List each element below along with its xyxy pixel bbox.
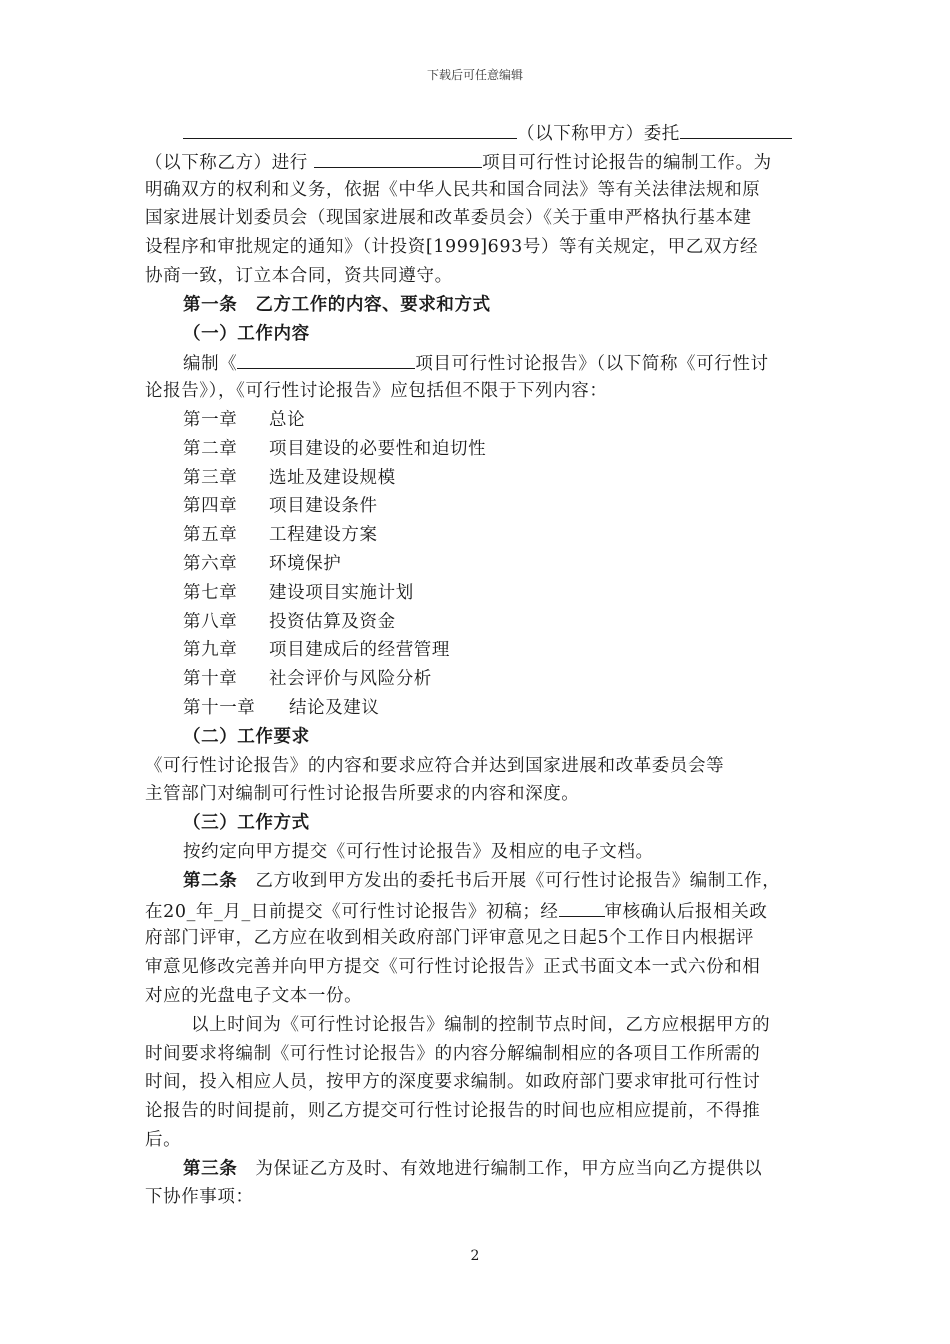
chapter-item: 第十一章 结论及建议	[183, 697, 380, 718]
page-number: 2	[470, 1248, 480, 1264]
work-method-line-1: 按约定向甲方提交《可行性讨论报告》及相应的电子文档。	[183, 841, 654, 862]
article-2-line-2: 在20_年_月_日前提交《可行性讨论报告》初稿；经 审核确认后报相关政	[145, 896, 805, 925]
intro-line-1: （以下称甲方）委托	[145, 118, 805, 147]
article-2-line-5: 对应的光盘电子文本一份。	[145, 985, 363, 1006]
article-2-line-4: 审意见修改完善并向甲方提交《可行性讨论报告》正式书面文本一式六份和相	[145, 957, 761, 978]
intro-line-6: 协商一致，订立本合同，资共同遵守。	[145, 265, 453, 286]
project-name-blank[interactable]	[314, 147, 482, 168]
work-requirements-line-2: 主管部门对编制可行性讨论报告所要求的内容和深度。	[145, 784, 580, 805]
article-3-label: 第三条	[183, 1158, 238, 1179]
chapter-item: 第三章 选址及建设规模	[183, 467, 396, 488]
chapter-item: 第六章 环境保护	[183, 553, 342, 574]
section-work-method-title: （三）工作方式	[183, 813, 310, 834]
intro-line-2: （以下称乙方）进行 项目可行性讨论报告的编制工作。为	[145, 147, 805, 176]
timing-line-3: 时间，投入相应人员，按甲方的深度要求编制。如政府部门要求审批可行性讨	[145, 1072, 761, 1093]
party-a-blank[interactable]	[183, 118, 517, 139]
work-content-line-2: 论报告》），《可行性讨论报告》应包括但不限于下列内容：	[145, 381, 608, 402]
chapter-item: 第七章 建设项目实施计划	[183, 582, 414, 603]
chapter-item: 第一章 总论	[183, 409, 306, 430]
report-project-blank[interactable]	[237, 348, 415, 369]
intro-line-5: 设程序和审批规定的通知》（计投资[1999]693号）等有关规定，甲乙双方经	[145, 237, 759, 258]
timing-line-1: 以上时间为《可行性讨论报告》编制的控制节点时间，乙方应根据甲方的	[191, 1014, 771, 1035]
timing-line-2: 时间要求将编制《可行性讨论报告》的内容分解编制相应的各项目工作所需的	[145, 1043, 761, 1064]
contract-body	[145, 118, 805, 1212]
timing-line-4: 论报告的时间提前，则乙方提交可行性讨论报告的时间也应相应提前，不得推	[145, 1101, 761, 1122]
article-3-line-2: 下协作事项：	[145, 1187, 254, 1208]
work-requirements-line-1: 《可行性讨论报告》的内容和要求应符合并达到国家进展和改革委员会等	[145, 755, 725, 776]
section-work-content-title: （一）工作内容	[183, 323, 310, 344]
chapter-item: 第十章 社会评价与风险分析	[183, 669, 432, 690]
timing-line-5: 后。	[145, 1129, 182, 1150]
article-2-line-1: 第二条 乙方收到甲方发出的委托书后开展《可行性讨论报告》编制工作，	[183, 870, 781, 891]
party-b-blank[interactable]	[680, 118, 792, 139]
article-1-title: 第一条 乙方工作的内容、要求和方式	[183, 294, 491, 315]
chapter-item: 第二章 项目建设的必要性和迫切性	[183, 438, 487, 459]
chapter-item: 第五章 工程建设方案	[183, 525, 378, 546]
chapter-item: 第八章 投资估算及资金	[183, 611, 396, 632]
chapter-item: 第四章 项目建设条件	[183, 496, 378, 517]
article-2-label: 第二条	[183, 870, 238, 891]
intro-line-4: 国家进展计划委员会（现国家进展和改革委员会）《关于重申严格执行基本建	[145, 208, 752, 229]
chapter-list	[145, 406, 805, 723]
chapter-item: 第九章 项目建成后的经营管理	[183, 640, 450, 661]
reviewer-blank[interactable]	[559, 896, 605, 917]
article-2-line-3: 府部门评审，乙方应在收到相关政府部门评审意见之日起5个工作日内根据评	[145, 928, 755, 949]
page-header: 下载后可任意编辑	[426, 68, 523, 82]
intro-line-3: 明确双方的权利和义务，依据《中华人民共和国合同法》等有关法律法规和原	[145, 179, 761, 200]
section-work-requirements-title: （二）工作要求	[183, 726, 310, 747]
work-content-line-1: 编制《 项目可行性讨论报告》（以下简称《可行性讨	[145, 348, 805, 377]
article-3-line-1: 第三条 为保证乙方及时、有效地进行编制工作，甲方应当向乙方提供以	[183, 1158, 763, 1179]
